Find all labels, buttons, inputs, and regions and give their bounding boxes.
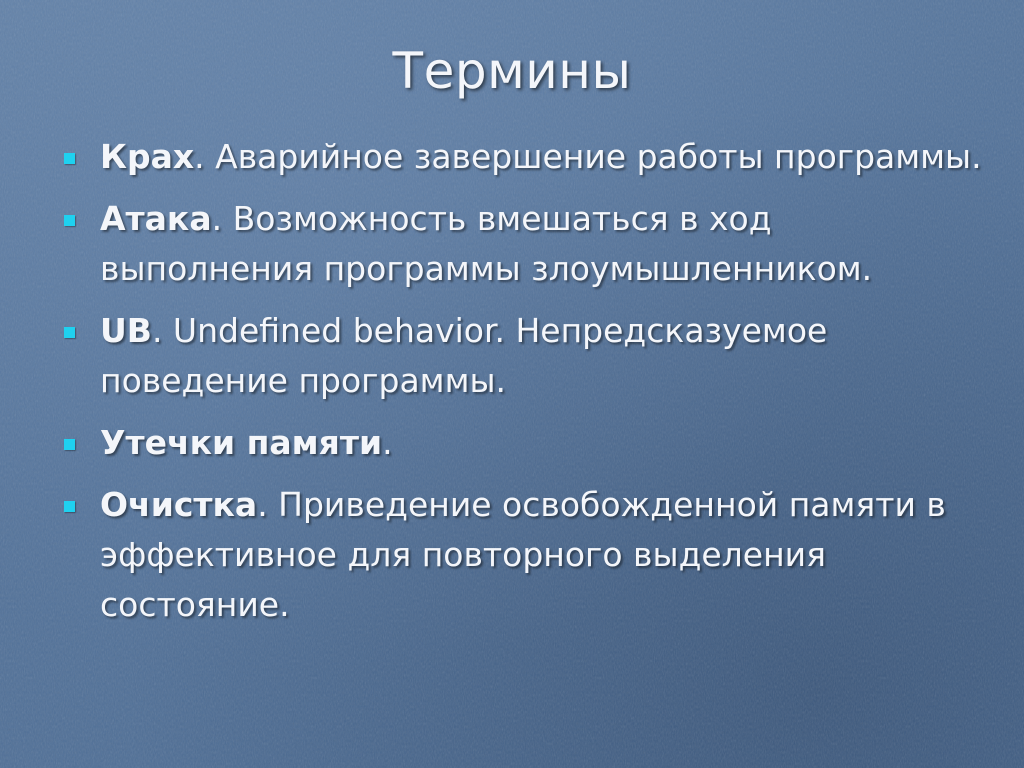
bullet-term: Утечки памяти xyxy=(100,423,383,462)
bullet-term: UB xyxy=(100,311,152,350)
square-bullet-icon xyxy=(64,215,75,226)
bullet-item-memory-leaks xyxy=(62,418,982,468)
square-bullet-icon xyxy=(64,327,75,338)
square-bullet-icon xyxy=(64,501,75,512)
bullet-list xyxy=(62,132,982,642)
bullet-item-crash xyxy=(62,132,982,182)
bullet-term: Очистка xyxy=(100,485,258,524)
bullet-text: . Приведение освобожденной памяти в эффективное для повторного выделения состояние. xyxy=(100,485,946,624)
slide-title: Термины xyxy=(392,42,632,100)
bullet-item-ub xyxy=(62,306,982,406)
square-bullet-icon xyxy=(64,153,75,164)
bullet-item-attack xyxy=(62,194,982,294)
square-bullet-icon xyxy=(64,439,75,450)
bullet-text: . xyxy=(382,423,393,462)
bullet-item-cleanup xyxy=(62,480,982,630)
bullet-term: Атака xyxy=(100,199,212,238)
bullet-text: . Аварийное завершение работы программы. xyxy=(194,137,982,176)
bullet-text: . Возможность вмешаться в ход выполнения программы злоумышленником. xyxy=(100,199,873,288)
bullet-text: . Undefined behavior. Непредсказуемое поведение программы. xyxy=(100,311,828,400)
bullet-term: Крах xyxy=(100,137,195,176)
